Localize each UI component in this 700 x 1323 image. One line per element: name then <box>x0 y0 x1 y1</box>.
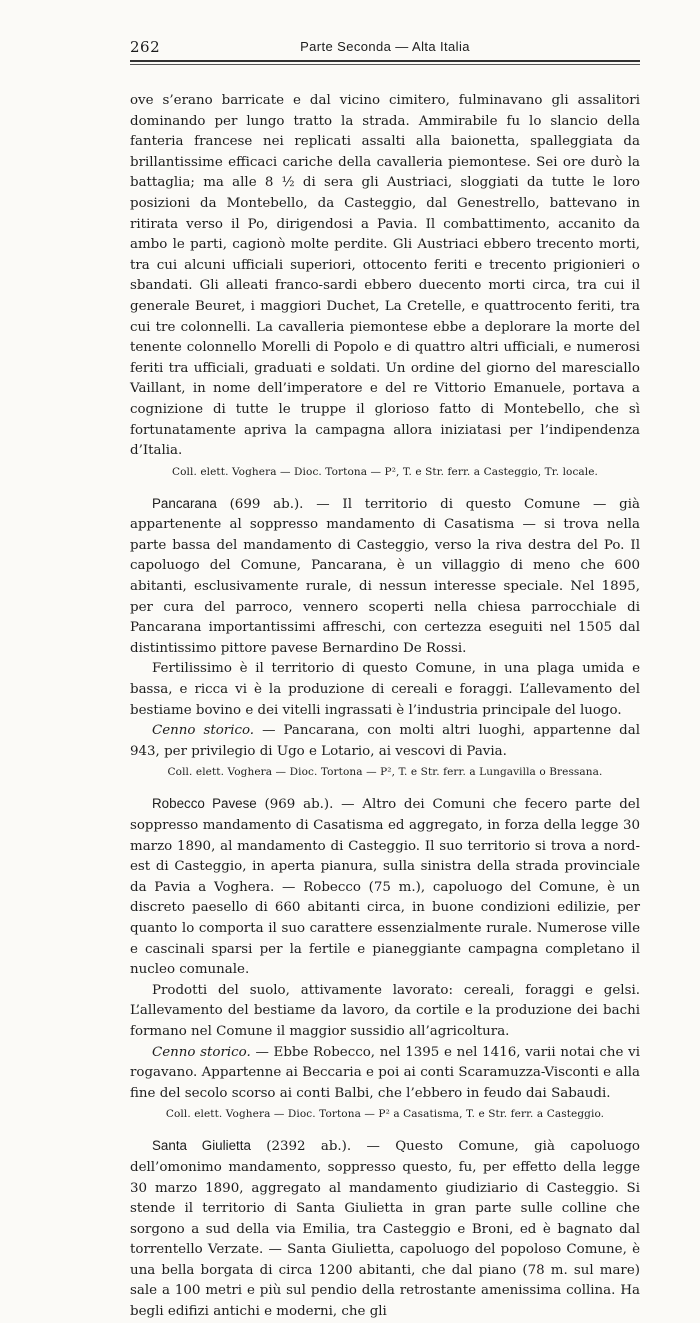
entry-heading: Pancarana <box>152 495 217 511</box>
cenno-label: Cenno storico. <box>152 723 255 739</box>
collegio-line: Coll. elett. Voghera — Dioc. Tortona — P² a Casatisma, T. e Str. ferr. a Casteggio. <box>165 1108 605 1121</box>
page-body <box>130 91 640 1323</box>
entry-heading: Robecco Pavese <box>152 796 257 812</box>
cenno-storico <box>130 721 640 762</box>
entry-text: — Altro dei Comuni che fecero parte del soppresso mandamento di Casatisma ed aggregato, in forza della legge 30 marzo 1890, al mandamento di Casteggio. Il suo territorio si trova a nord-est di Casteggio, in aperta pianura, sulla sinistra della strada provinciale da Pavia a Voghera. — Robecco (75 m.), capoluogo del Comune, è un discreto paesello di 660 abitanti circa, in buone condizioni edilizie, per quanto lo comporta il suo carattere essenzialmente rurale. Numerose ville e cascinali sparsi per la fertile e pianeggiante campagna completano il nucleo comunale. <box>130 797 640 978</box>
header-rule-thick <box>130 60 640 62</box>
entry-population: (699 ab.). <box>216 496 304 512</box>
cenno-text: — Ebbe Robecco, nel 1395 e nel 1416, varii notai che vi rogavano. Appartenne ai Beccaria e poi ai conti Scaramuzza-Visconti e alla fine del secolo scorso ai conti Balbi, che l’ebbero in feudo dai Sabaudi. <box>130 1044 640 1101</box>
entry-text: — Il territorio di questo Comune — già appartenente al soppresso mandamento di Casatisma — si trova nella parte bassa del mandamento di Casteggio, verso la riva destra del Po. Il capoluogo del Comune, Pancarana, è un villaggio di meno che 600 abitanti, esclusivamente rurale, di nessun interesse speciale. Nel 1895, per cura del parroco, vennero scoperti nella chiesa parrocchiale di Pancarana importantissimi affreschi, con certezza eseguiti nel 1505 dal distintissimo pittore pavese Bernardino De Rossi. <box>130 496 640 656</box>
entry-population: (2392 ab.). <box>250 1139 352 1155</box>
cenno-text: — Pancarana, con molti altri luoghi, appartenne dal 943, per privilegio di Ugo e Lotario, ai vescovi di Pavia. <box>130 723 640 759</box>
collegio-line: Coll. elett. Voghera — Dioc. Tortona — P², T. e Str. ferr. a Casteggio, Tr. locale. <box>172 465 598 478</box>
running-title: Parte Seconda — Alta Italia <box>300 39 470 54</box>
cenno-storico <box>130 1043 640 1105</box>
page-header <box>130 0 640 58</box>
paragraph: Fertilissimo è il territorio di questo Comune, in una plaga umida e bassa, e ricca vi è la produzione di cereali e foraggi. L’allevamento del bestiame bovino e dei vitelli ingrassati è l’industria principale del luogo. <box>130 661 640 718</box>
entry-population: (969 ab.). <box>256 797 334 813</box>
continuation-paragraph: ove s’erano barricate e dal vicino cimitero, fulminavano gli assalitori dominando per lungo tratto la strada. Ammirabile fu lo slancio della fanteria francese nei replicati assalti alla baionetta, spalleggiata da brillantissime efficaci cariche della cavalleria piemontese. Sei ore durò la battaglia; ma alle 8 ½ di sera gli Austriaci, sloggiati da tutte le loro posizioni da Montebello, da Casteggio, dal Genestrello, battevano in ritirata verso il Po, dirigendosi a Pavia. Il combattimento, accanito da ambo le parti, cagionò molte perdite. Gli Austriaci ebbero trecento morti, tra cui alcuni ufficiali superiori, ottocento feriti e trecento prigionieri o sbandati. Gli alleati franco-sardi ebbero duecento morti circa, tra cui il generale Beuret, i maggiori Duchet, La Cretelle, e quattrocento feriti, tra cui tre colonnelli. La cavalleria piemontese ebbe a deplorare la morte del tenente colonnello Morelli di Popolo e di quattro altri ufficiali, e numerosi feriti tra ufficiali, graduati e soldati. Un ordine del giorno del maresciallo Vaillant, in nome dell’imperatore e del re Vittorio Emanuele, portava a cognizione di tutte le truppe il glorioso fatto di Montebello, che sì fortunatamente apriva la campagna allora iniziatasi per l’indipendenza d’Italia. <box>130 93 640 459</box>
page-number: 262 <box>130 38 161 56</box>
entry-heading: Santa Giulietta <box>152 1138 251 1154</box>
entry-pancarana <box>130 494 640 660</box>
collegio-line: Coll. elett. Voghera — Dioc. Tortona — P², T. e Str. ferr. a Lungavilla o Bressana. <box>167 766 603 779</box>
cenno-label: Cenno storico. <box>152 1044 251 1060</box>
header-rule-thin <box>130 64 640 65</box>
entry-text: — Questo Comune, già capoluogo dell’omonimo mandamento, soppresso questo, fu, per effetto della legge 30 marzo 1890, aggregato al mandamento giudiziario di Casteggio. Si stende il territorio di Santa Giulietta in gran parte sulle colline che sorgono a sud della via Emilia, tra Casteggio e Broni, ed è bagnato dal torrentello Verzate. — Santa Giulietta, capoluogo del popoloso Comune, è una bella borgata di circa 1200 abitanti, che dal piano (78 m. sul mare) sale a 100 metri e più sul pendio della retrostante amenissima collina. Ha begli edifizi antichi e moderni, che gli <box>130 1139 640 1320</box>
paragraph: Prodotti del suolo, attivamente lavorato: cereali, foraggi e gelsi. L’allevamento del bestiame da lavoro, da cortile e la produzione dei bachi formano nel Comune il maggior sussidio all’agricoltura. <box>130 982 640 1039</box>
entry-santa-giulietta <box>130 1136 640 1322</box>
entry-robecco-pavese <box>130 794 640 980</box>
